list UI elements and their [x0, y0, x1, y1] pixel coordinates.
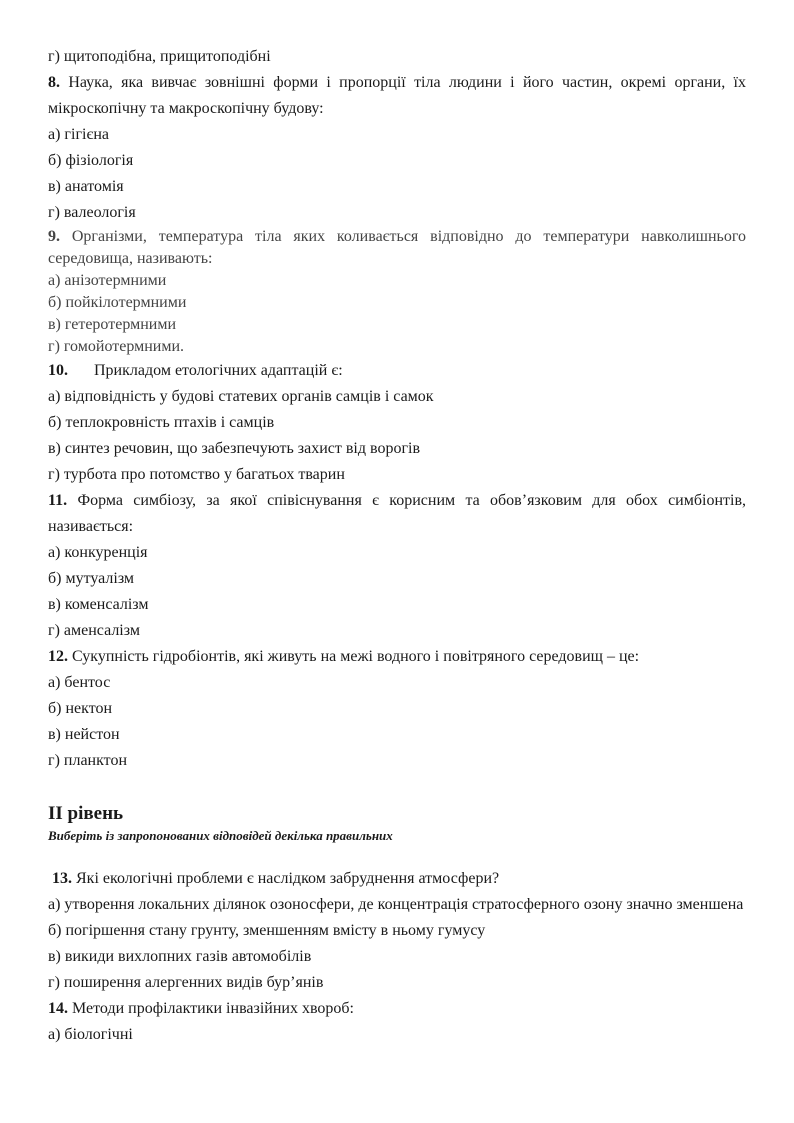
- q7-option-g: г) щитоподібна, прищитоподібні: [48, 48, 271, 65]
- question-14-number: 14.: [48, 1000, 68, 1017]
- question-12-option-c: в) нейстон: [48, 726, 120, 743]
- question-9-option-d: г) гомойотермними.: [48, 338, 185, 355]
- question-12: [48, 644, 746, 670]
- question-13: [48, 866, 746, 892]
- question-8: [48, 70, 746, 122]
- question-11-option-b: б) мутуалізм: [48, 570, 135, 587]
- question-13-option-a: а) утворення локальних ділянок озоносфери, де концентрація стратосферного озону значно зменшена: [48, 896, 744, 913]
- question-9-number: 9.: [48, 228, 60, 245]
- question-11-number: 11.: [48, 492, 68, 509]
- question-10-option-a: а) відповідність у будові статевих органів самців і самок: [48, 388, 434, 405]
- section-subtitle: Виберіть із запропонованих відповідей декілька правильних: [48, 828, 393, 843]
- question-10: [48, 358, 746, 384]
- question-13-text: Які екологічні проблеми є наслідком забруднення атмосфери?: [76, 870, 500, 887]
- question-12-option-b: б) нектон: [48, 700, 113, 717]
- question-13-option-d: г) поширення алергенних видів бур’янів: [48, 974, 324, 991]
- question-9: [48, 226, 746, 270]
- question-10-text: Прикладом етологічних адаптацій є:: [94, 362, 343, 379]
- question-8-option-c: в) анатомія: [48, 178, 124, 195]
- spacer: [48, 846, 746, 866]
- question-13-number: 13.: [52, 870, 72, 887]
- question-8-option-b: б) фізіологія: [48, 152, 134, 169]
- question-9-option-a: а) анізотермними: [48, 272, 167, 289]
- question-10-number: 10.: [48, 362, 68, 379]
- question-12-text: Сукупність гідробіонтів, які живуть на межі водного і повітряного середовищ – це:: [72, 648, 640, 665]
- question-9-text: Організми, температура тіла яких коливається відповідно до температури навколишнього середовища, називають:: [48, 228, 747, 267]
- question-14-text: Методи профілактики інвазійних хвороб:: [72, 1000, 354, 1017]
- question-11-option-a: а) конкуренція: [48, 544, 148, 561]
- question-9-option-c: в) гетеротермними: [48, 316, 177, 333]
- question-8-option-a: а) гігієна: [48, 126, 109, 143]
- question-11-text: Форма симбіозу, за якої співіснування є корисним та обов’язковим для обох симбіонтів, називається:: [48, 492, 747, 535]
- question-8-number: 8.: [48, 74, 60, 91]
- question-11-option-c: в) коменсалізм: [48, 596, 149, 613]
- question-14: [48, 996, 746, 1022]
- question-12-option-a: а) бентос: [48, 674, 111, 691]
- question-12-number: 12.: [48, 648, 68, 665]
- question-10-option-c: в) синтез речовин, що забезпечують захист від ворогів: [48, 440, 421, 457]
- section-title: II рівень: [48, 803, 124, 824]
- question-13-option-c: в) викиди вихлопних газів автомобілів: [48, 948, 312, 965]
- question-10-option-d: г) турбота про потомство у багатьох тварин: [48, 466, 345, 483]
- question-11: [48, 488, 746, 540]
- question-10-option-b: б) теплокровність птахів і самців: [48, 414, 275, 431]
- question-14-option-a: а) біологічні: [48, 1026, 133, 1043]
- question-12-option-d: г) планктон: [48, 752, 128, 769]
- question-11-option-d: г) аменсалізм: [48, 622, 140, 639]
- question-13-option-b: б) погіршення стану грунту, зменшенням вмісту в ньому гумусу: [48, 922, 486, 939]
- question-8-text: Наука, яка вивчає зовнішні форми і пропорції тіла людини і його частин, окремі органи, їх мікроскопічну та макроскопічну будову:: [48, 74, 747, 117]
- question-9-option-b: б) пойкілотермними: [48, 294, 187, 311]
- question-8-option-d: г) валеологія: [48, 204, 136, 221]
- document-page: [48, 44, 746, 1048]
